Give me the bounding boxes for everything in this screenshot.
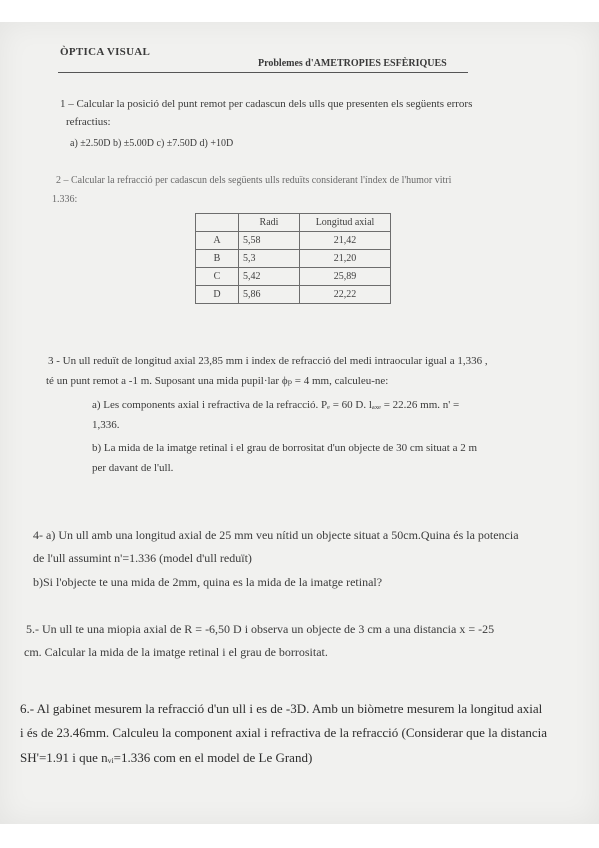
problem-1-line-1: 1 – Calcular la posició del punt remot per cadascun dels ulls que presenten els següents errors (60, 98, 473, 110)
table-header-row (196, 214, 391, 232)
problem-3-part-a-line-1: a) Les components axial i refractiva de la refracció. Pₑ = 60 D. lₐₓₑ = 22.26 mm. n' = (92, 399, 460, 411)
table-cell: 5,3 (239, 250, 300, 268)
table-header-cell (196, 214, 239, 232)
table-row (196, 286, 391, 304)
problem-3-part-b-line-1: b) La mida de la imatge retinal i el grau de borrositat d'un objecte de 30 cm situat a 2 m (92, 442, 478, 454)
table-row (196, 268, 391, 286)
problem-4-line-2: de l'ull assumint n'=1.336 (model d'ull reduït) (33, 551, 252, 565)
table-cell: 5,86 (239, 286, 300, 304)
table-cell: 22,22 (300, 286, 391, 304)
problem-3-part-b-line-2: per davant de l'ull. (92, 462, 174, 474)
problem-5-line-2: cm. Calcular la mida de la imatge retinal i el grau de borrositat. (24, 645, 328, 659)
problem-3-part-a-line-2: 1,336. (92, 419, 120, 431)
header-rule (58, 72, 468, 73)
table-cell: 21,42 (300, 232, 391, 250)
problem-2-line-1: 2 – Calcular la refracció per cadascun dels següents ulls reduïts considerant l'índex de l'humor vitri (56, 175, 452, 186)
problem-3-line-1: 3 - Un ull reduït de longitud axial 23,85 mm i index de refracció del medi intraocular igual a 1,336 , (48, 355, 488, 367)
problem-1-line-2: refractius: (66, 116, 111, 128)
table-cell: 21,20 (300, 250, 391, 268)
table-cell: C (196, 268, 239, 286)
document-title: Problemes d'AMETROPIES ESFÈRIQUES (258, 58, 447, 69)
table-row (196, 232, 391, 250)
table-cell: 25,89 (300, 268, 391, 286)
problem-2-line-2: 1.336: (52, 194, 78, 205)
problem-6-line-3: SH'=1.91 i que nᵥᵢ=1.336 com en el model de Le Grand) (20, 750, 313, 765)
problem-4-line-1: 4- a) Un ull amb una longitud axial de 25 mm veu nítid un objecte situat a 50cm.Quina és la potencia (33, 528, 519, 542)
radius-axial-length-table (195, 213, 391, 304)
table-header-cell: Radi (239, 214, 300, 232)
problem-5-line-1: 5.- Un ull te una miopia axial de R = -6,50 D i observa un objecte de 3 cm a una distancia x = -25 (26, 622, 495, 636)
table-cell: 5,58 (239, 232, 300, 250)
table-cell: B (196, 250, 239, 268)
table-cell: 5,42 (239, 268, 300, 286)
problem-4-line-3: b)Si l'objecte te una mida de 2mm, quina es la mida de la imatge retinal? (33, 575, 383, 589)
table-cell: A (196, 232, 239, 250)
table-header-cell: Longitud axial (300, 214, 391, 232)
problem-3-line-2: té un punt remot a -1 m. Suposant una mida pupil·lar ϕₚ = 4 mm, calculeu-ne: (46, 375, 389, 387)
problem-1-options: a) ±2.50D b) ±5.00D c) ±7.50D d) +10D (70, 138, 234, 149)
table-cell: D (196, 286, 239, 304)
problem-6-line-2: i és de 23.46mm. Calculeu la component axial i refractiva de la refracció (Considerar que la distancia (20, 725, 548, 740)
course-title: ÒPTICA VISUAL (60, 46, 151, 58)
problem-6-line-1: 6.- Al gabinet mesurem la refracció d'un ull i es de -3D. Amb un biòmetre mesurem la longitud axial (20, 701, 543, 716)
table-row (196, 250, 391, 268)
